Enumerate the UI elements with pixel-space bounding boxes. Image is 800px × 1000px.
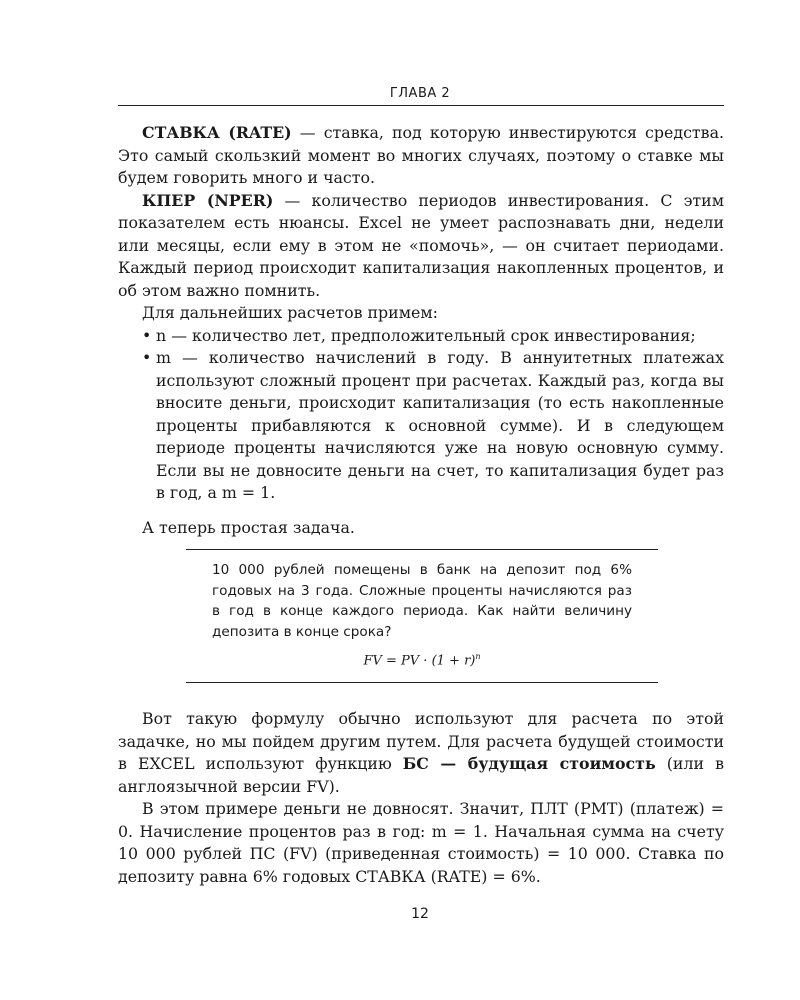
paragraph-rate xyxy=(118,122,724,190)
body-text-top xyxy=(118,122,724,539)
formula-exponent: n xyxy=(475,652,481,661)
term-nper: КПЕР (NPER) xyxy=(142,190,274,210)
formula-main: FV = PV · (1 + r) xyxy=(363,653,476,669)
formula-note-pre: Вот такую формулу обычно используют для расчета по этой задачке, но мы пойдем другим путем. Для расчета будущей стоимости в EXCEL используют функцию xyxy=(118,709,724,773)
paragraph-example: В этом примере деньги не довносят. Значит, ПЛТ (PMT) (платеж) = 0. Начисление процентов раз в год: m = 1. Начальная сумма на счету 10 000 рублей ПС (FV) (приведенная стоимость) = 10 000. Ставка по депозиту равна 6% годовых СТАВКА (RATE) = 6%. xyxy=(118,799,724,886)
paragraph-assume: Для дальнейших расчетов примем: xyxy=(142,303,438,322)
paragraph-task-intro: А теперь простая задача. xyxy=(142,517,355,537)
paragraph-formula-note xyxy=(118,708,724,798)
assumption-list xyxy=(118,325,724,505)
task-box xyxy=(186,549,658,683)
fv-formula xyxy=(186,652,658,668)
page-number: 12 xyxy=(411,906,429,922)
list-item-m: • m — количество начислений в году. В аннуитетных платежах используют сложный процент при расчетах. Каждый раз, когда вы вносите деньги, происходит капитализация (то есть накопленные проценты прибавляются к основной сумме). И в следующем периоде проценты начисляются уже на новую основную сумму. Если вы не довносите деньги на счет, то капитализация будет раз в год, а m = 1. xyxy=(118,347,724,505)
body-text-bottom xyxy=(118,708,724,888)
task-bottom-rule xyxy=(186,682,658,683)
task-text: 10 000 рублей помещены в банк на депозит под 6% годовых на 3 года. Сложные проценты начисляются раз в год в конце каждого периода. Как найти величину депозита в конце срока? xyxy=(212,562,632,640)
paragraph-nper xyxy=(118,190,724,303)
task-top-rule xyxy=(186,549,658,550)
header-rule xyxy=(118,105,724,106)
nper-description: — количество периодов инвестирования. С этим показателем есть нюансы. Excel не умеет распознавать дни, недели или месяцы, если ему в этом не «помочь», — он считает периодами. Каждый период происходит капитализация накопленных процентов, и об этом важно помнить. xyxy=(118,190,724,300)
formula-note-post: (или в англоязычной версии FV). xyxy=(118,754,725,796)
list-item-n: • n — количество лет, предположительный срок инвестирования; xyxy=(118,325,724,348)
chapter-header: ГЛАВА 2 xyxy=(389,86,451,101)
term-rate: СТАВКА (RATE) xyxy=(142,123,292,142)
rate-description: — ставка, под которую инвестируются средства. Это самый скользкий момент во многих случаях, поэтому о ставке мы будем говорить много и часто. xyxy=(118,123,725,187)
term-fv: БС — будущая стоимость xyxy=(402,754,656,773)
